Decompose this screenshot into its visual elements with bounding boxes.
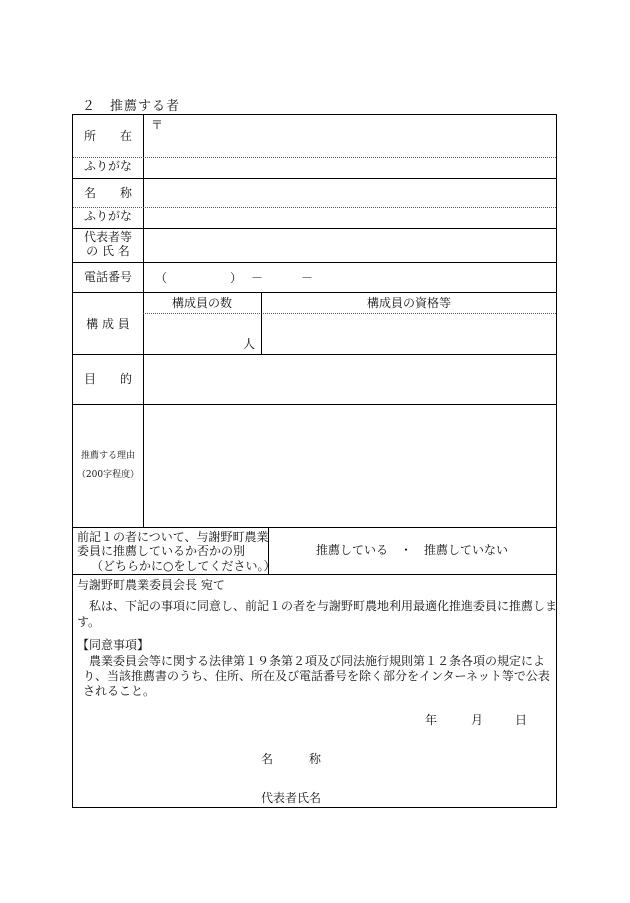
date-month-label: 月 [471,713,484,727]
members-label: 構 成 員 [86,317,130,331]
phone-field[interactable] [144,263,556,291]
row-divider [73,574,556,575]
name-label: 名 称 [83,186,132,200]
purpose-field[interactable] [144,355,556,403]
phone-dash: － [301,271,314,285]
consent-item-line2: り、当該推薦書のうち、住所、所在及び電話番号を除く部分をインターネット等で公表 [83,669,550,683]
recommendation-options[interactable]: 推薦している ・ 推薦していない [315,543,508,557]
phone-close-paren: ） [230,271,243,285]
other-recommendation-label-line1: 前記１の者について、与謝野町農業 [77,530,269,544]
furigana-label: ふりがな [83,209,132,223]
signature-name-field[interactable] [333,747,553,769]
row-divider [73,527,556,528]
furigana-label: ふりがな [83,159,132,173]
signature-representative-field[interactable] [333,785,553,805]
representative-furigana-field[interactable] [144,208,556,227]
postal-mark: 〒 [151,118,164,132]
members-count-header: 構成員の数 [171,296,232,310]
consent-statement-line1: 私は、下記の事項に同意し、前記１の者を与謝野町農地利用最適化推進委員に推薦しま [77,599,558,613]
purpose-label: 目 的 [83,372,132,386]
members-qualification-field[interactable] [262,314,556,353]
members-count-field[interactable] [144,314,240,353]
date-day-label: 日 [515,713,528,727]
reason-label-line2: （200字程度） [76,470,140,480]
address-field[interactable] [144,129,556,155]
reason-field[interactable] [144,405,556,526]
consent-statement-line2: す。 [77,615,101,629]
phone-label: 電話番号 [83,270,132,284]
members-qualification-header: 構成員の資格等 [366,296,451,310]
members-unit: 人 [243,337,256,351]
name-field[interactable] [144,179,556,206]
row-divider [73,292,556,293]
representative-label-line2: の 氏 名 [86,244,130,258]
phone-dash: － [251,271,264,285]
other-recommendation-note: （どちらかに○をしてください。） [91,559,276,573]
date-year-label: 年 [425,713,438,727]
section-title: ２ 推薦する者 [82,99,181,114]
signature-name-label: 名 称 [261,752,322,766]
addressee: 与謝野町農業委員会長 宛て [77,578,225,592]
representative-label-line1: 代表者等 [83,230,132,244]
representative-name-field[interactable] [144,229,556,261]
consent-item-line3: されること。 [83,684,156,698]
address-label: 所 在 [83,129,132,143]
consent-heading: 【同意事項】 [77,638,150,652]
other-recommendation-label-line2: 委員に推薦しているか否かの別 [77,544,246,558]
recommender-form-table [72,114,557,808]
name-furigana-field[interactable] [144,158,556,177]
signature-representative-label: 代表者氏名 [261,791,322,805]
consent-item-line1: 農業委員会等に関する法律第１９条第２項及び同法施行規則第１２条各項の規定によ [77,654,546,668]
phone-open-paren: （ [155,271,168,285]
reason-label-line1: 推薦する理由 [80,451,135,461]
